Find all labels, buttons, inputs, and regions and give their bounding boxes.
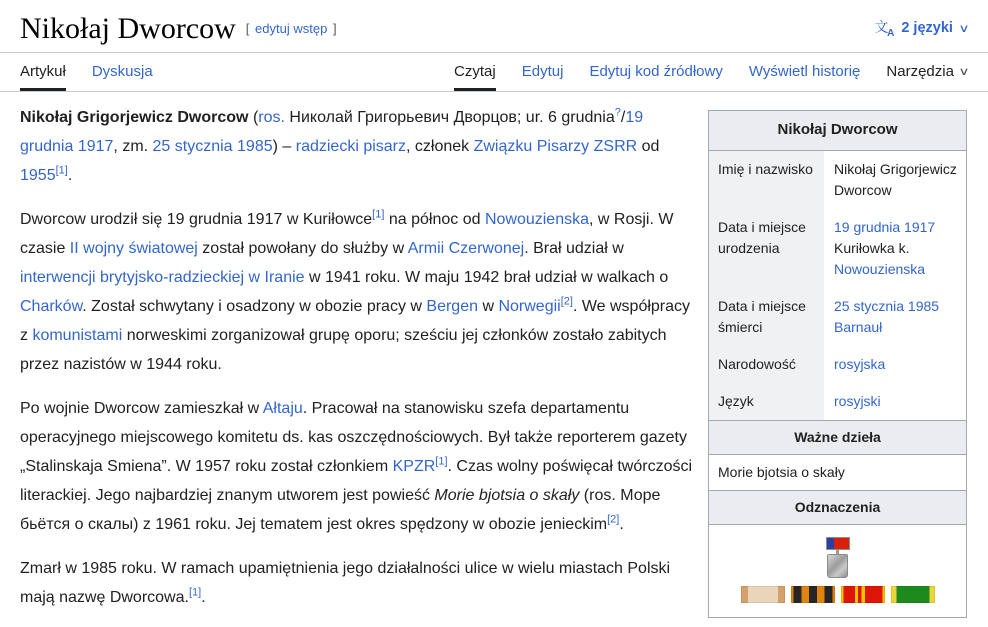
text-run: (ros. Море бьётся о скалы) z 1961 roku. Jej tematem jest okres spędzony w obozie jenieckim <box>20 487 661 533</box>
infobox-row-value <box>824 383 966 420</box>
text-run: w <box>478 298 499 315</box>
medal-link <box>836 550 839 554</box>
text-run: Dworcow urodził się 19 grudnia 1917 w Kuriłowce <box>20 211 373 228</box>
soviet-medal-icon[interactable] <box>823 537 853 578</box>
ribbon-bar-green-yellow[interactable] <box>891 586 935 603</box>
wiki-link[interactable]: [2] <box>560 295 573 308</box>
edit-intro-link[interactable]: edytuj wstęp <box>255 20 328 36</box>
wiki-link[interactable]: 25 stycznia 1985 <box>834 297 940 314</box>
text-run: . We współpracy z <box>20 298 691 344</box>
infobox-awards-cell <box>709 525 966 617</box>
text-run: . <box>619 516 624 533</box>
wiki-link[interactable]: 19 grudnia 1917 <box>834 218 936 235</box>
wiki-link[interactable]: [2] <box>607 513 620 526</box>
tab-artykul[interactable]: Artykuł <box>20 53 66 91</box>
infobox-works-value: Morie bjotsia o skały <box>718 463 845 480</box>
wiki-link[interactable]: KPZR <box>392 458 436 475</box>
tab-wyswietl-historie[interactable]: Wyświetl historię <box>748 63 861 80</box>
medal-body <box>827 554 848 578</box>
medal-ribbon-block <box>826 537 850 550</box>
infobox-row-label: Narodowość <box>709 346 824 383</box>
text-run: . Brał udział w <box>524 240 624 257</box>
text-run: . Został schwytany i osadzony w obozie pracy w <box>82 298 427 315</box>
text-run: . <box>67 167 73 184</box>
wiki-link[interactable]: [1] <box>55 164 68 177</box>
infobox-rows <box>709 151 966 420</box>
text-run: od <box>637 138 660 155</box>
infobox <box>708 110 967 618</box>
wiki-link[interactable]: Ałtaju <box>262 400 303 417</box>
text-run: Po wojnie Dworcow zamieszkał w <box>20 400 263 417</box>
article-body <box>20 103 698 627</box>
text-run: / <box>620 109 626 126</box>
text-run: Morie bjotsia o skały <box>434 487 580 504</box>
paragraph-postwar <box>20 394 698 539</box>
text-run: Nikołaj Grigorjewicz Dworcow <box>834 160 957 198</box>
infobox-row-label: Data i miejsce urodzenia <box>709 209 824 288</box>
wiki-link[interactable]: [1] <box>188 586 202 599</box>
wiki-link[interactable]: [1] <box>372 208 385 221</box>
infobox-row-value <box>824 288 966 346</box>
tab-edytuj[interactable]: Edytuj <box>521 63 564 80</box>
text-run: , członek <box>406 138 474 155</box>
page-title: Nikołaj Dworcow <box>20 11 236 45</box>
tools-menu-button[interactable]: Narzędzia ∨ <box>886 63 970 80</box>
wiki-link[interactable]: radziecki pisarz <box>295 138 406 155</box>
wiki-link[interactable]: rosyjska <box>834 355 886 372</box>
wiki-link[interactable]: Bergen <box>426 298 478 315</box>
wiki-link[interactable]: Związku Pisarzy ZSRR <box>473 138 638 155</box>
chevron-down-icon: ∨ <box>958 22 970 35</box>
paragraph-war <box>20 205 698 379</box>
wiki-link[interactable]: rosyjski <box>834 392 881 409</box>
wiki-link[interactable]: Nowouzienska <box>834 260 926 277</box>
infobox-row-label: Język <box>709 383 824 420</box>
text-run: na północ od <box>384 211 485 228</box>
language-button[interactable] <box>874 19 968 37</box>
wiki-link[interactable]: Norwegii <box>498 298 561 315</box>
ribbon-bar-red-yellow[interactable] <box>841 586 885 603</box>
infobox-row-label: Data i miejsce śmierci <box>709 288 824 346</box>
infobox-row-value <box>824 209 966 288</box>
bracket-open: [ <box>245 20 250 36</box>
wiki-link[interactable]: interwencji brytyjsko-radzieckiej w Iranie <box>20 269 305 286</box>
text-run: . Czas wolny poświęcał twórczości literackiej. Jego najbardziej znanym utworem jest powieść <box>20 458 693 504</box>
infobox-row-value <box>824 151 966 209</box>
text-run: . <box>201 589 206 606</box>
infobox-row-value <box>824 346 966 383</box>
text-run: ( <box>248 109 259 126</box>
tab-czytaj[interactable]: Czytaj <box>454 53 496 91</box>
wiki-link[interactable]: Armii Czerwonej <box>407 240 525 257</box>
ribbon-bar-tan[interactable] <box>741 586 785 603</box>
infobox-title: Nikołaj Dworcow <box>709 111 966 151</box>
infobox-row-label: Imię i nazwisko <box>709 151 824 209</box>
infobox-section-odznaczenia: Odznaczenia <box>709 490 966 525</box>
wiki-link[interactable]: Barnauł <box>834 318 883 335</box>
text-run: w 1941 roku. W maju 1942 brał udział w walkach o <box>304 269 669 286</box>
text-run: norweskimi zorganizował grupę oporu; sześciu jej członków zostało zabitych przez nazistów w 1944 roku. <box>20 327 667 373</box>
text-run: Николай Григорьевич Дворцов; ur. 6 grudnia <box>284 109 615 126</box>
tab-edytuj-kod[interactable]: Edytuj kod źródłowy <box>589 63 723 80</box>
wiki-link[interactable]: [1] <box>435 455 448 468</box>
tabs-left <box>20 53 153 91</box>
text-run: został powołany do służby w <box>197 240 408 257</box>
wiki-link[interactable]: 19 grudnia 1917 <box>20 109 644 155</box>
text-run: Nikołaj Grigorjewicz Dworcow <box>20 109 249 126</box>
edit-intro <box>246 21 337 36</box>
infobox-section-wazne-dziela: Ważne dzieła <box>709 420 966 455</box>
wiki-link[interactable]: komunistami <box>32 327 123 344</box>
ribbon-bar-st-george[interactable] <box>791 586 835 603</box>
text-run: Kuriłowka k. <box>834 239 910 256</box>
paragraph-death <box>20 554 698 612</box>
tab-dyskusja[interactable]: Dyskusja <box>91 63 153 80</box>
wiki-link[interactable]: II wojny światowej <box>69 240 198 257</box>
page-header <box>0 0 988 53</box>
text-run: , zm. <box>113 138 153 155</box>
ribbon-bars <box>715 586 960 603</box>
text-run: ) – <box>272 138 296 155</box>
wiki-link[interactable]: ? <box>614 106 621 119</box>
text-run: . Pracował na stanowisku szefa departamentu operacyjnego miejscowego komitetu ds. kas oszczędnościowych. Był także reporterem gazety „Stalinskaja Smiena”. W 1957 roku został członkiem <box>20 400 687 475</box>
text-run: , w Rosji. W czasie <box>20 211 674 257</box>
wiki-link[interactable]: Charków <box>20 298 83 315</box>
language-button-label: 2 języki <box>901 20 953 36</box>
wiki-link[interactable]: ros. <box>258 109 285 126</box>
wiki-link[interactable]: 1955 <box>20 167 56 184</box>
paragraph-intro <box>20 103 698 190</box>
wiki-link[interactable]: Nowouzienska <box>484 211 589 228</box>
bracket-close: ] <box>332 20 337 36</box>
tab-bar <box>0 53 988 92</box>
text-run: Zmarł w 1985 roku. W ramach upamiętnienia jego działalności ulice w wielu miastach Polski mają nazwę Dworcowa. <box>20 560 671 606</box>
tabs-right <box>454 53 968 91</box>
language-icon: 文 A <box>874 19 895 39</box>
wiki-link[interactable]: 25 stycznia 1985 <box>152 138 273 155</box>
chevron-down-icon: ∨ <box>958 66 970 78</box>
